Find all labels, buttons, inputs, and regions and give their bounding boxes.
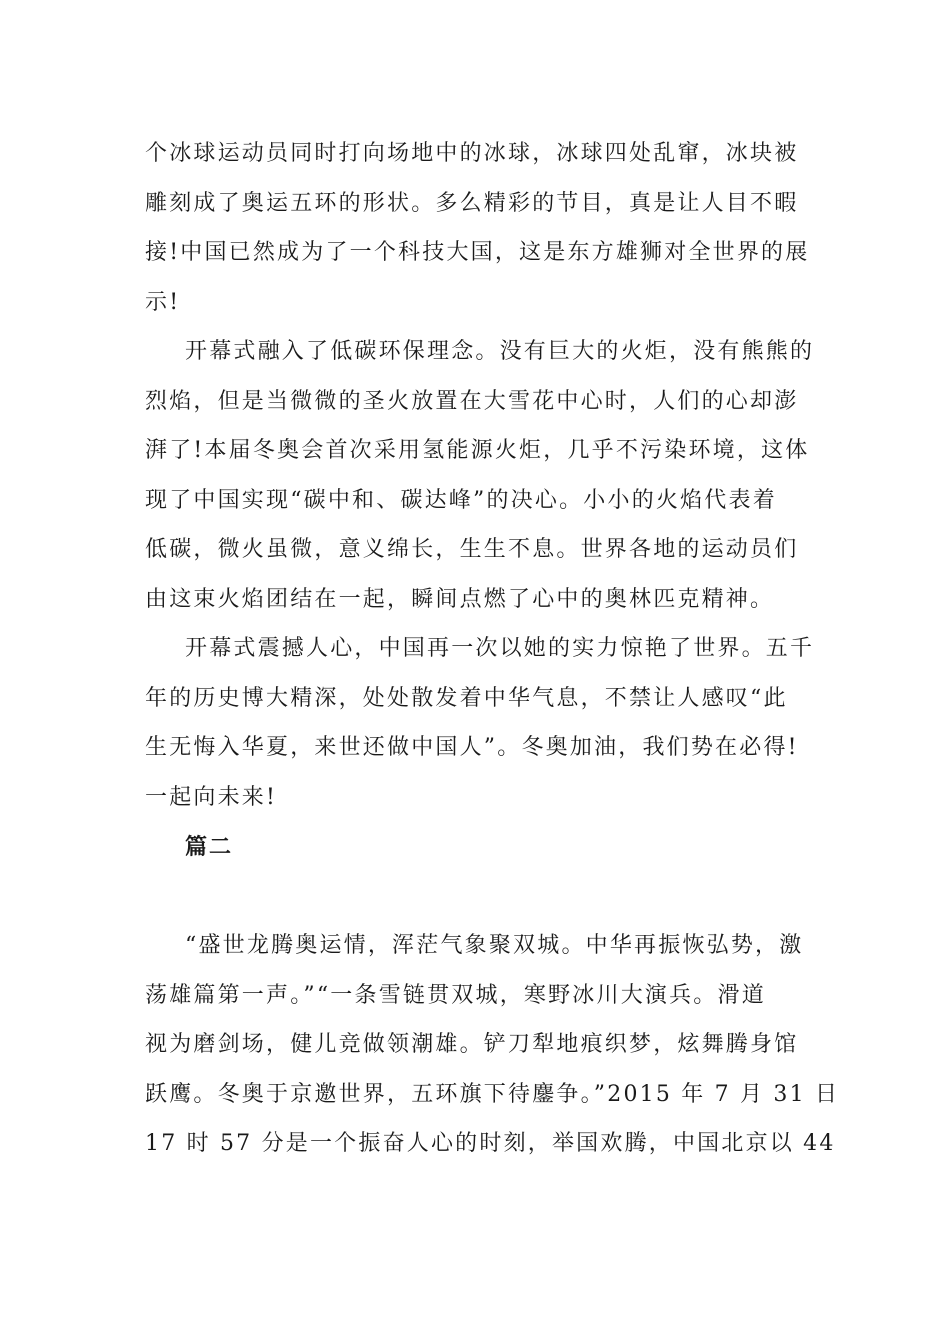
paragraph-4-line-2: 荡雄篇第一声。”“一条雪链贯双城，寒野冰川大演兵。滑道 <box>145 983 766 1008</box>
paragraph-2-line-1: 开幕式融入了低碳环保理念。没有巨大的火炬，没有熊熊的 <box>185 339 815 364</box>
paragraph-3-line-2: 年的历史博大精深，处处散发着中华气息，不禁让人感叹“此 <box>145 686 788 711</box>
paragraph-1-line-3: 接!中国已然成为了一个科技大国，这是东方雄狮对全世界的展 <box>145 240 810 265</box>
paragraph-1-line-2: 雕刻成了奥运五环的形状。多么精彩的节目，真是让人目不暇 <box>145 191 799 216</box>
paragraph-2-line-5: 低碳，微火虽微，意义绵长，生生不息。世界各地的运动员们 <box>145 537 799 562</box>
paragraph-2-line-4: 现了中国实现“碳中和、碳达峰”的决心。小小的火焰代表着 <box>145 488 777 513</box>
paragraph-4-line-5: 17 时 57 分是一个振奋人心的时刻，举国欢腾，中国北京以 44 <box>145 1131 836 1156</box>
paragraph-4-line-4: 跃鹰。冬奥于京邀世界，五环旗下待鏖争。”2015 年 7 月 31 日 <box>145 1082 840 1107</box>
paragraph-2-line-2: 烈焰，但是当微微的圣火放置在大雪花中心时，人们的心却澎 <box>145 389 799 414</box>
paragraph-1-line-4: 示! <box>145 290 181 315</box>
section-heading: 篇二 <box>185 834 234 860</box>
paragraph-3-line-1: 开幕式震撼人心，中国再一次以她的实力惊艳了世界。五千 <box>185 636 815 661</box>
paragraph-4-line-1: “盛世龙腾奥运情，浑茫气象聚双城。中华再振恢弘势，激 <box>185 933 804 958</box>
paragraph-1-line-1: 个冰球运动员同时打向场地中的冰球，冰球四处乱窜，冰块被 <box>145 141 799 166</box>
paragraph-4-line-3: 视为磨剑场，健儿竞做领潮雄。铲刀犁地痕织梦，炫舞腾身馆 <box>145 1032 799 1057</box>
paragraph-3-line-4: 一起向未来! <box>145 785 278 810</box>
paragraph-3-line-3: 生无悔入华夏，来世还做中国人”。冬奥加油，我们势在必得! <box>145 735 799 760</box>
paragraph-2-line-6: 由这束火焰团结在一起，瞬间点燃了心中的奥林匹克精神。 <box>145 587 775 612</box>
paragraph-2-line-3: 湃了!本届冬奥会首次采用氢能源火炬，几乎不污染环境，这体 <box>145 438 810 463</box>
